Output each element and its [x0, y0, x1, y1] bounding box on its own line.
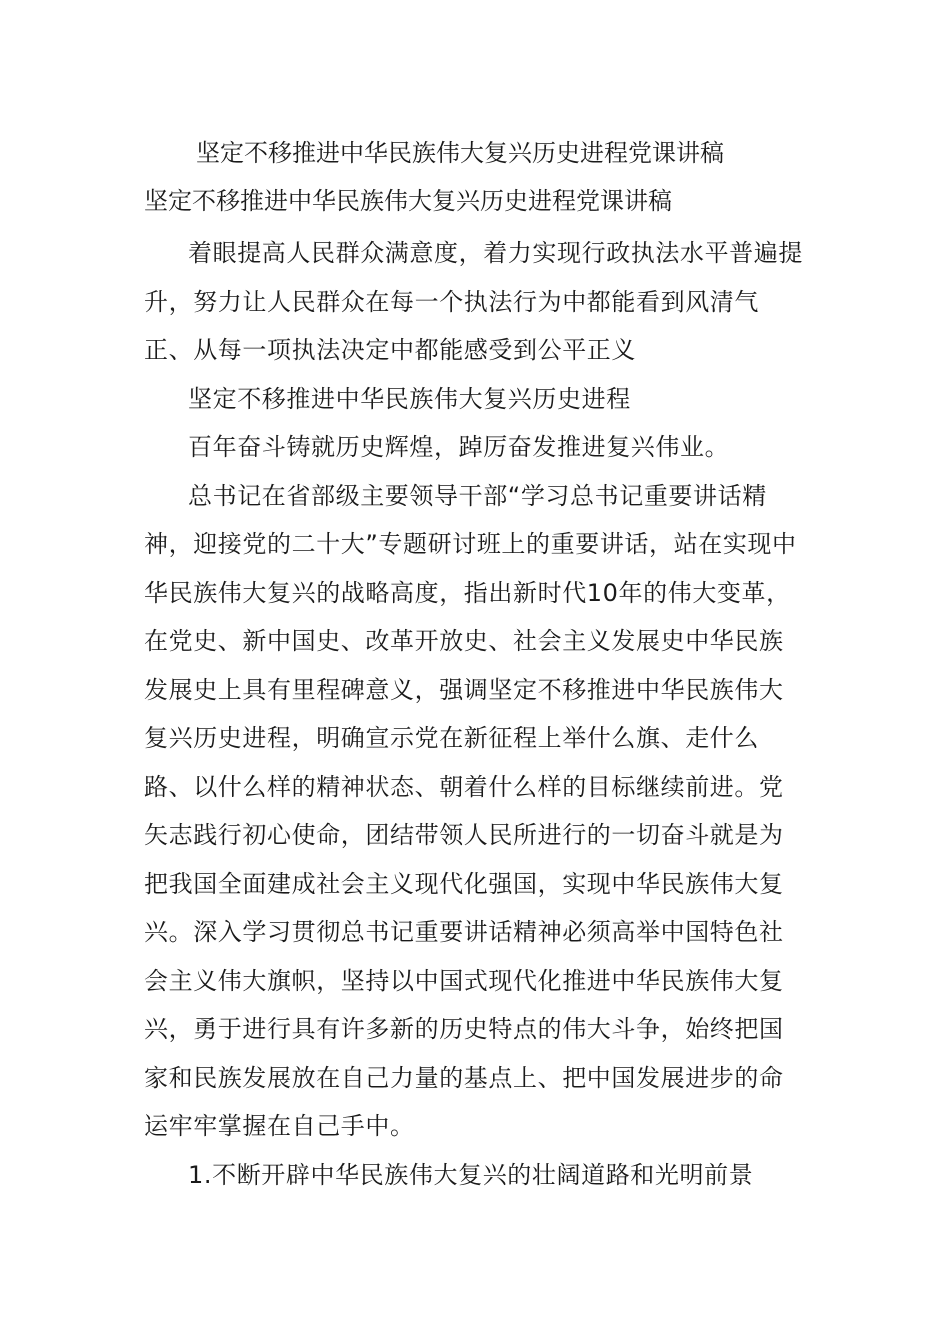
paragraph-lead: 百年奋斗铸就历史辉煌，踔厉奋发推进复兴伟业。: [188, 433, 730, 461]
paragraph-main: 总书记在省部级主要领导干部“学习总书记重要讲话精神，迎接党的二十大”专题研讨班上的重要讲话，站在实现中华民族伟大复兴的战略高度，指出新时代10年的伟大变革，在党史、新中国史、改革开放史、社会主义发展史中华民族发展史上具有里程碑意义，强调坚定不移推进中华民族伟大复兴历史进程，明确宣示党在新征程上举什么旗、走什么路、以什么样的精神状态、朝着什么样的目标继续前进。党矢志践行初心使命，团结带领人民所进行的一切奋斗就是为把我国全面建成社会主义现代化强国，实现中华民族伟大复兴。深入学习贯彻总书记重要讲话精神必须高举中国特色社会主义伟大旗帜，坚持以中国式现代化推进中华民族伟大复兴，勇于进行具有许多新的历史特点的伟大斗争，始终把国家和民族发展放在自己力量的基点上、把中国发展进步的命运牢牢掌握在自己手中。: [144, 481, 797, 1140]
document-title: 坚定不移推进中华民族伟大复兴历史进程党课讲稿: [196, 139, 724, 167]
numbered-heading: 1.不断开辟中华民族伟大复兴的壮阔道路和光明前景: [188, 1160, 754, 1189]
document-body: [144, 229, 808, 1199]
section-heading: 坚定不移推进中华民族伟大复兴历史进程: [188, 384, 631, 413]
paragraph-intro: 着眼提高人民群众满意度，着力实现行政执法水平普遍提升，努力让人民群众在每一个执法行为中都能看到风清气正、从每一项执法决定中都能感受到公平正义: [144, 239, 803, 364]
document-subtitle: 坚定不移推进中华民族伟大复兴历史进程党课讲稿: [144, 187, 672, 215]
